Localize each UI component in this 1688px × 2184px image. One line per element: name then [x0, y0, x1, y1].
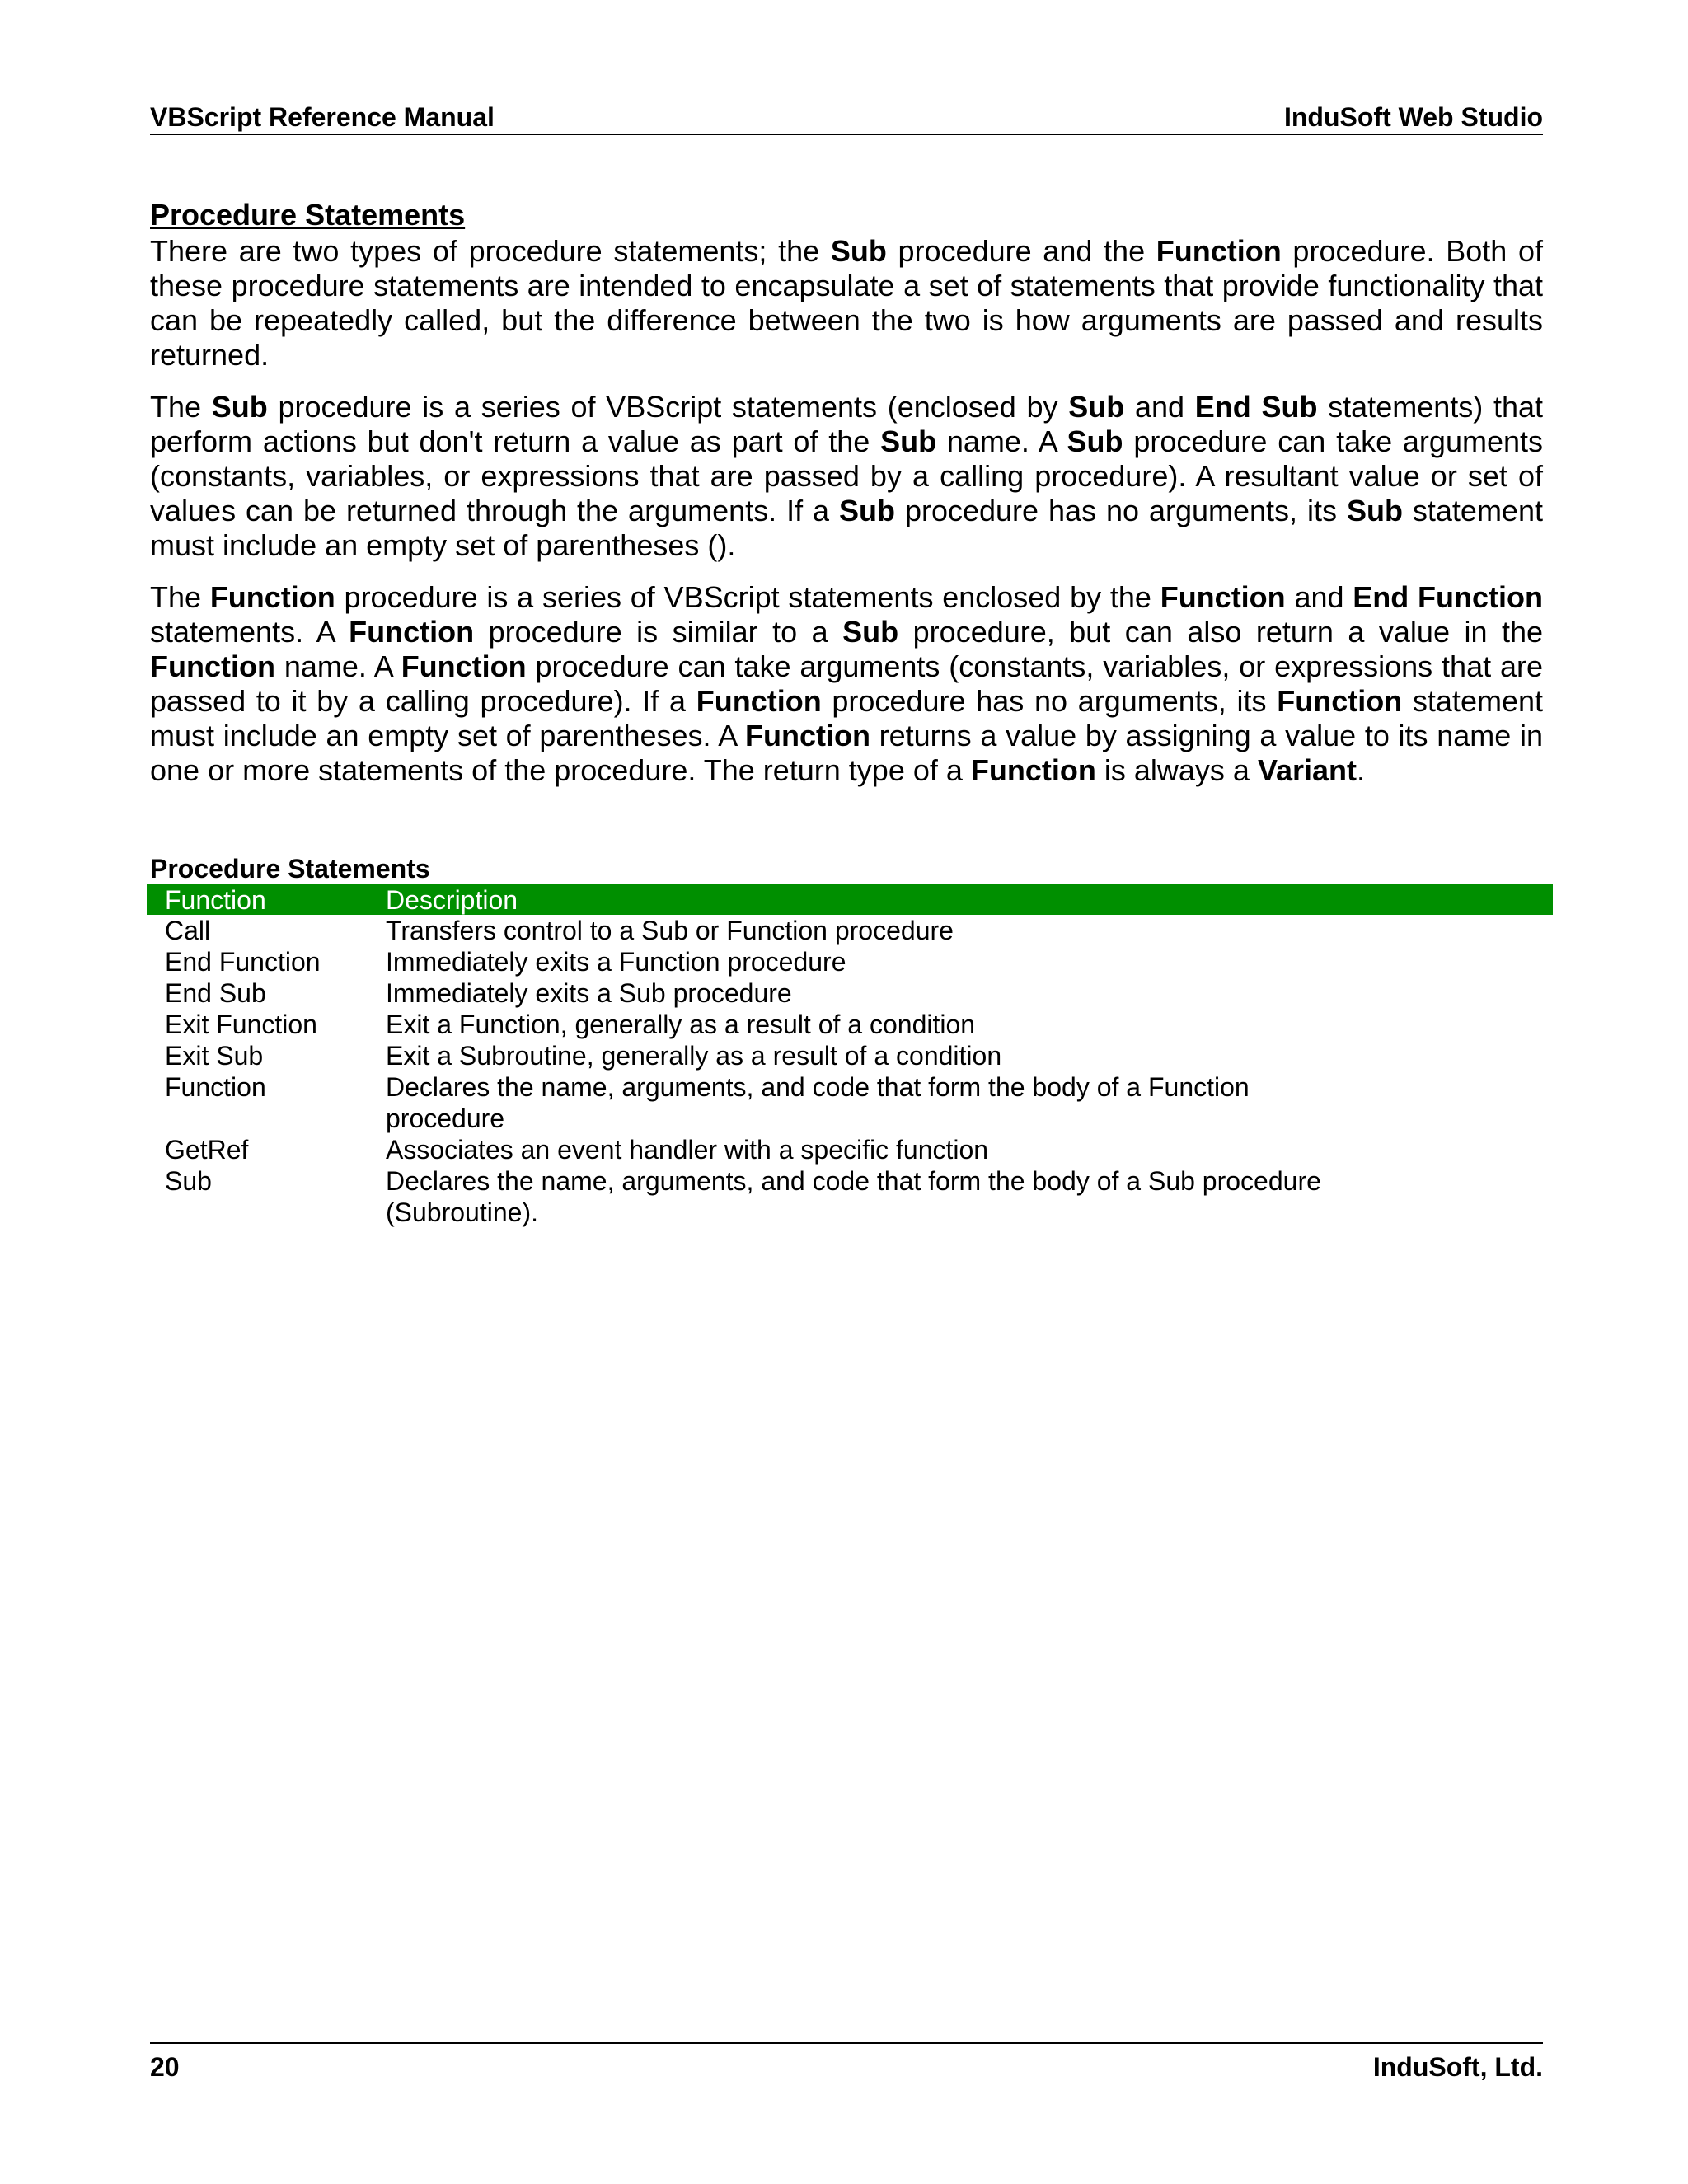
text-run: procedure can take arguments (constants, variables, or expressions that are passed to it by a calling procedure). If a	[150, 649, 1543, 718]
bold-run: Function	[349, 615, 475, 649]
text-run: name. A	[274, 649, 401, 683]
paragraph-function-procedure	[150, 580, 1543, 788]
text-run: procedure can take arguments (constants, variables, or expressions that are passed by a calling procedure). A resultant value or set of values can be returned through the arguments. If a	[150, 424, 1543, 527]
bold-run: Function	[150, 649, 275, 683]
paragraph-procedure-types	[150, 234, 1543, 373]
table-row	[147, 946, 1553, 977]
cell-description: Immediately exits a Function procedure	[386, 947, 846, 977]
cell-function: Function	[165, 1072, 266, 1102]
table-row	[147, 977, 1553, 1009]
cell-description: Exit a Subroutine, generally as a result of a condition	[386, 1041, 1002, 1071]
table-row	[147, 1009, 1553, 1040]
cell-function: Exit Function	[165, 1010, 317, 1039]
text-run: is always a	[1095, 753, 1258, 787]
bold-run: Function	[209, 580, 335, 614]
text-run: procedure is similar to a	[474, 615, 843, 649]
text-run: procedure and the	[886, 234, 1156, 268]
document-page	[150, 0, 1543, 2184]
table-row	[147, 915, 1553, 946]
text-run: statement must include an empty set of parentheses. A	[150, 684, 1543, 752]
table-row	[147, 1165, 1553, 1228]
bold-run: Sub	[1346, 494, 1403, 527]
bold-run: Function	[970, 753, 1096, 787]
bold-run: Function	[1277, 684, 1403, 718]
section-title: Procedure Statements	[150, 198, 466, 232]
text-run: The	[150, 580, 210, 614]
bold-run: Function	[1156, 234, 1282, 268]
text-run: procedure is a series of VBScript statements (enclosed by	[267, 390, 1069, 424]
cell-function: Sub	[165, 1166, 212, 1196]
bold-run: Function	[1160, 580, 1286, 614]
page-header	[150, 97, 1543, 135]
text-run: statement must include an empty set of parentheses ().	[150, 494, 1543, 562]
text-run: procedure. Both of these procedure statements are intended to encapsulate a set of statements that provide functionality that can be repeatedly called, but the difference between the two is how arguments are passed and results returned.	[150, 234, 1543, 372]
cell-function: Exit Sub	[165, 1041, 264, 1071]
bold-run: Sub	[842, 615, 899, 649]
page-number: 20	[150, 2052, 180, 2082]
bold-run: Function	[744, 719, 870, 752]
bold-run: Variant	[1257, 753, 1357, 787]
text-run: and	[1124, 390, 1195, 424]
bold-run: Sub	[1067, 424, 1123, 458]
cell-description: Immediately exits a Sub procedure	[386, 978, 792, 1008]
text-run: statements. A	[150, 615, 349, 649]
table-row	[147, 1040, 1553, 1071]
table-header-row	[147, 884, 1553, 915]
column-header-description: Description	[386, 885, 518, 915]
text-run: procedure is a series of VBScript statements enclosed by the	[335, 580, 1160, 614]
header-product-name: InduSoft Web Studio	[1283, 102, 1543, 132]
cell-description: Declares the name, arguments, and code that form the body of a Sub procedure (Subroutine).	[386, 1166, 1321, 1227]
cell-function: Call	[165, 916, 211, 945]
text-run: returns a value by assigning a value to its name in one or more statements of the procedure. The return type of a	[150, 719, 1544, 787]
bold-run: End Function	[1353, 580, 1544, 614]
table-row	[147, 1071, 1553, 1134]
text-run: name. A	[936, 424, 1067, 458]
text-run: procedure has no arguments, its	[895, 494, 1347, 527]
text-run: procedure has no arguments, its	[821, 684, 1278, 718]
text-run: statements) that perform actions but don't return a value as part of the	[150, 390, 1543, 458]
footer-company-name: InduSoft, Ltd.	[1372, 2052, 1543, 2082]
cell-description: Transfers control to a Sub or Function procedure	[386, 916, 954, 945]
cell-description: Exit a Function, generally as a result of a condition	[386, 1010, 976, 1039]
bold-run: Sub	[839, 494, 895, 527]
text-run: The	[150, 390, 212, 424]
cell-description: Declares the name, arguments, and code that form the body of a Function procedure	[386, 1072, 1250, 1133]
cell-function: End Function	[165, 947, 321, 977]
cell-function: End Sub	[165, 978, 266, 1008]
cell-description: Associates an event handler with a specific function	[386, 1135, 989, 1165]
bold-run: Sub	[211, 390, 268, 424]
bold-run: Sub	[830, 234, 887, 268]
text-run: .	[1357, 753, 1366, 787]
paragraph-sub-procedure	[150, 390, 1543, 563]
table-caption: Procedure Statements	[150, 854, 430, 883]
bold-run: Sub	[880, 424, 937, 458]
table-row	[147, 1134, 1553, 1165]
bold-run: Function	[696, 684, 822, 718]
column-header-function: Function	[165, 885, 266, 915]
header-manual-title: VBScript Reference Manual	[150, 102, 495, 132]
cell-function: GetRef	[165, 1135, 249, 1165]
text-run: and	[1285, 580, 1353, 614]
bold-run: End Sub	[1194, 390, 1318, 424]
procedure-statements-table	[147, 884, 1553, 1228]
bold-run: Sub	[1068, 390, 1125, 424]
page-footer	[150, 2042, 1543, 2082]
bold-run: Function	[401, 649, 527, 683]
text-run: There are two types of procedure statements; the	[150, 234, 831, 268]
text-run: procedure, but can also return a value in the	[898, 615, 1544, 649]
